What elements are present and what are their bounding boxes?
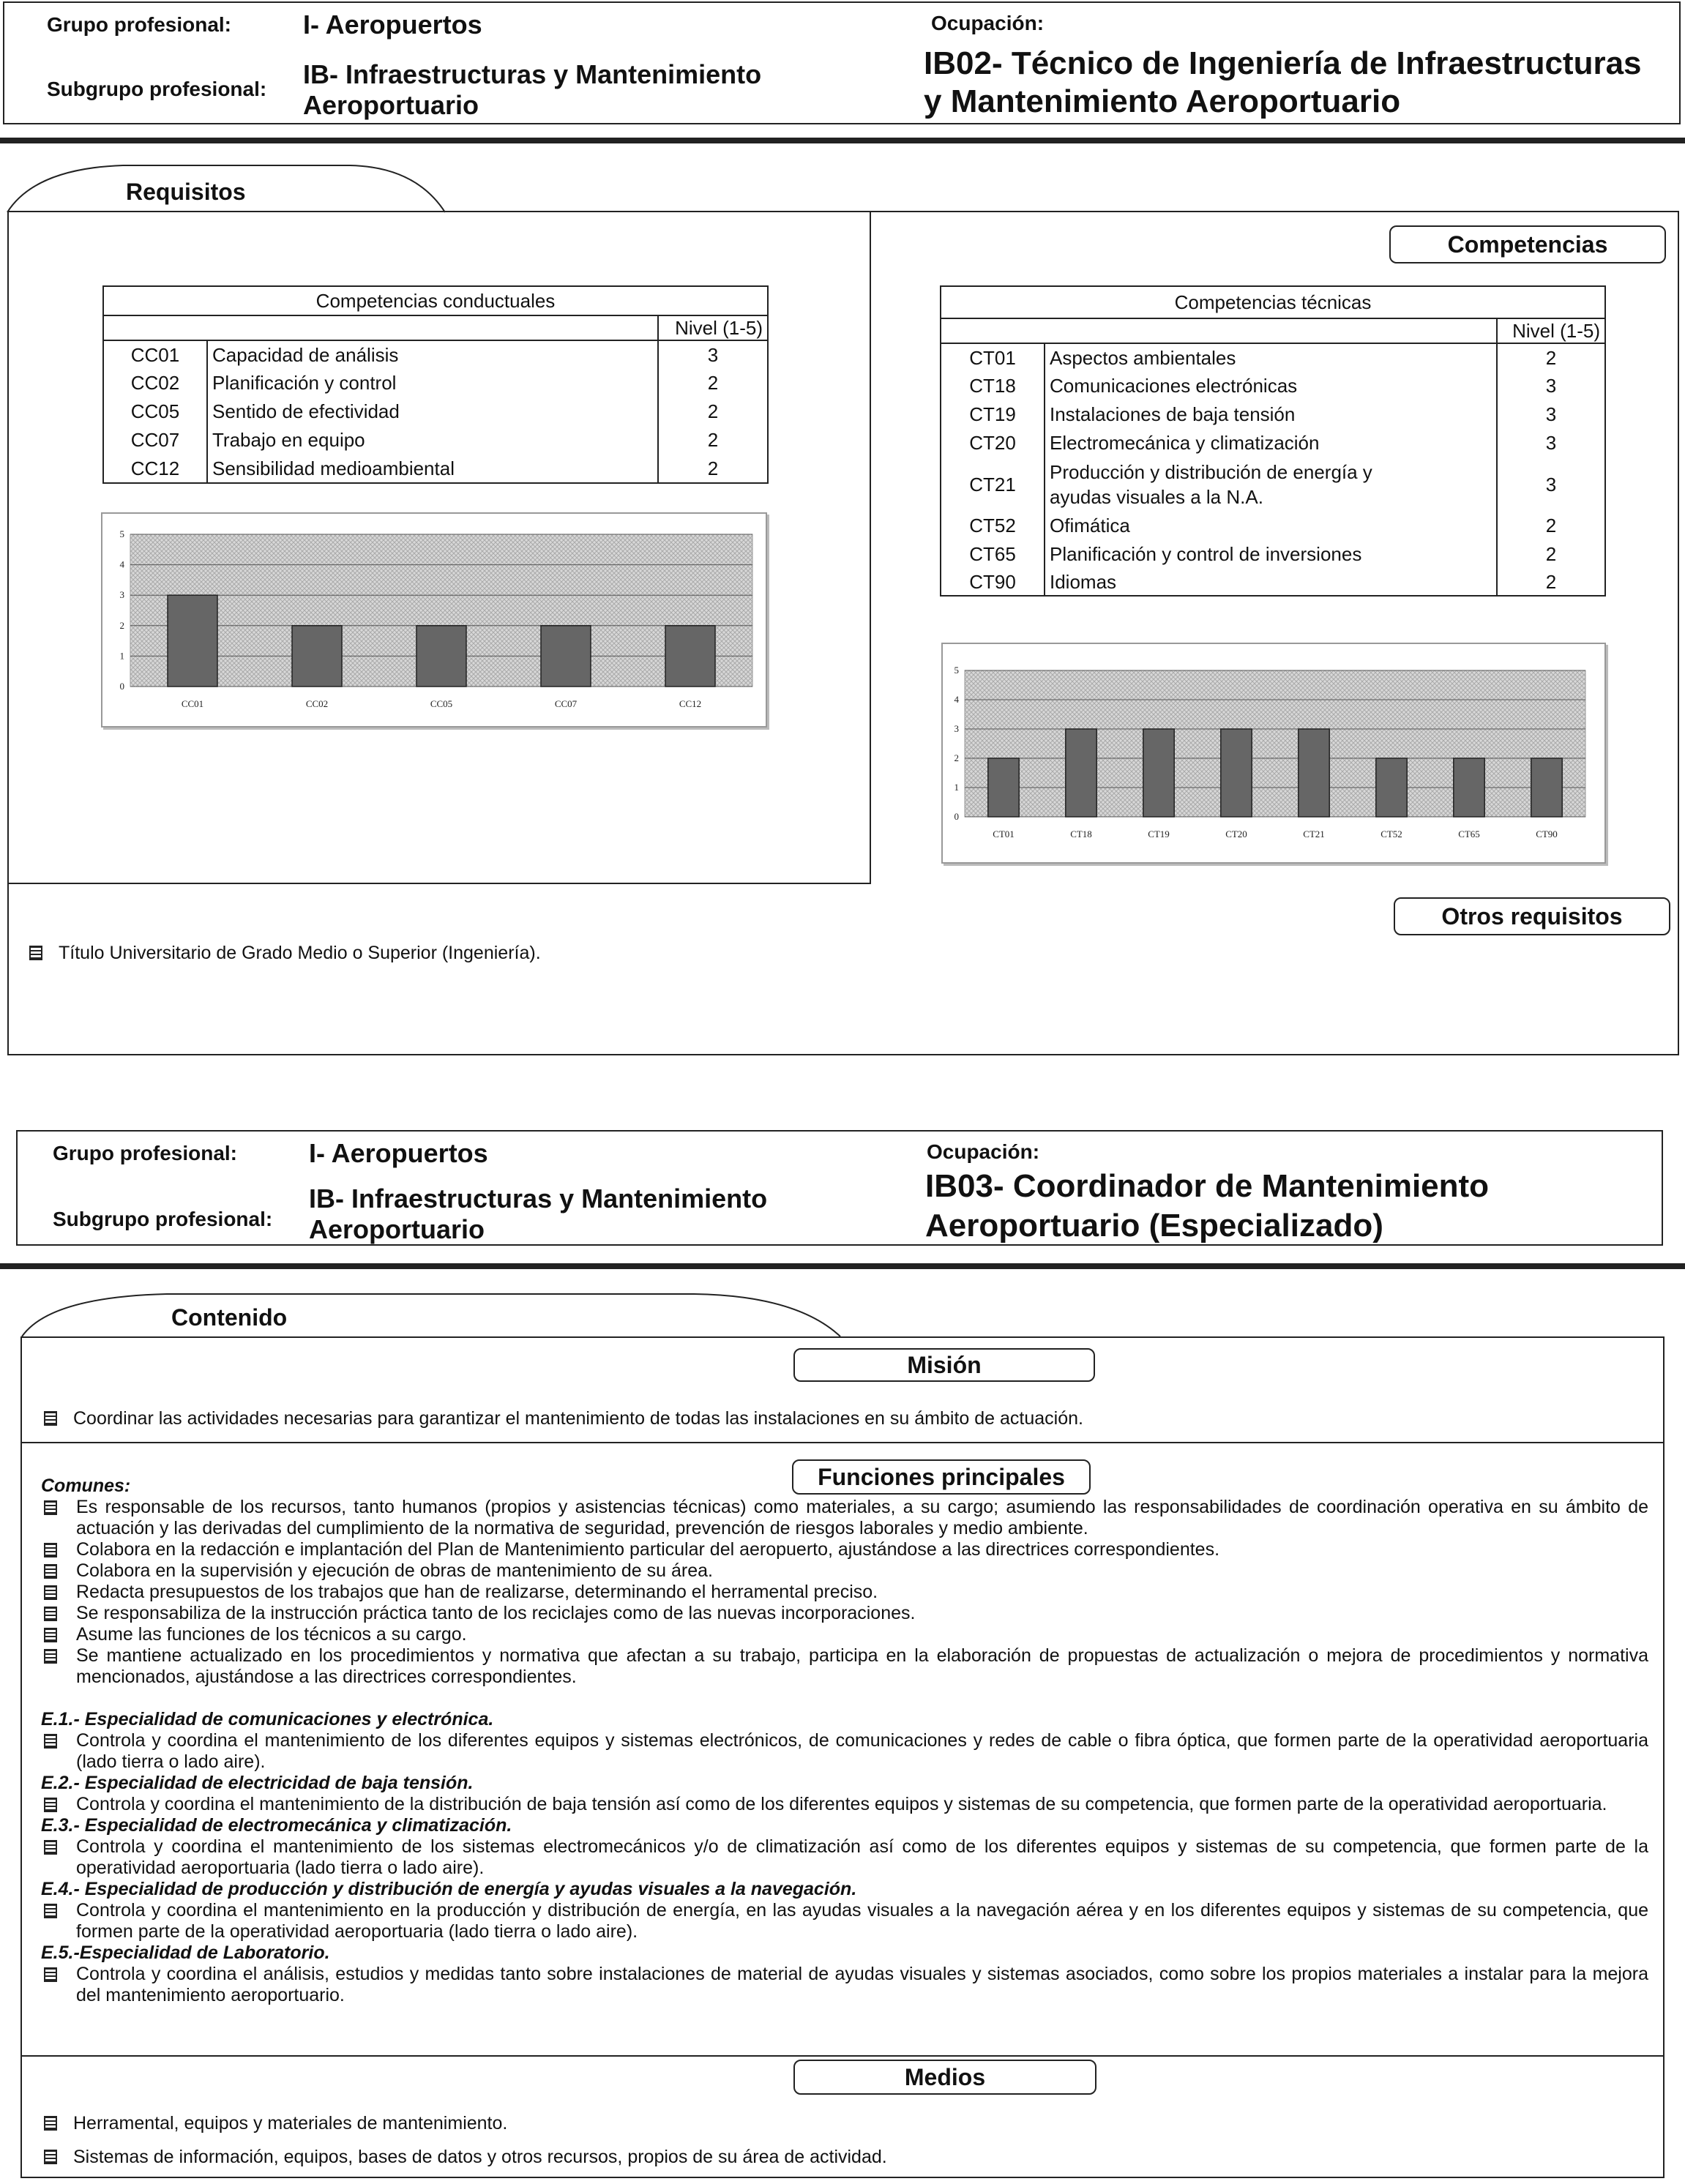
row-level: 2: [1497, 569, 1605, 596]
table-row: [941, 429, 1605, 457]
row-name-line-2: ayudas visuales a la N.A.: [1050, 486, 1263, 508]
divider-rule: [0, 138, 1685, 143]
y-tick-label: 2: [119, 619, 124, 631]
especialidad-title: E.3.- Especialidad de electromecánica y climatización.: [41, 1815, 512, 1836]
table-row: [103, 369, 768, 397]
list-item-text: Colabora en la redacción e implantación del Plan de Mantenimiento particular del aeropuerto, ajustándose a las directrices correspondientes.: [76, 1539, 1220, 1560]
x-tick-label: CT21: [1303, 829, 1325, 839]
subgrupo-value-1: IB- Infraestructuras y Mantenimiento: [303, 59, 762, 89]
table-row: [941, 569, 1605, 596]
bullet-icon: [44, 1904, 57, 1918]
list-item-text: Controla y coordina el mantenimiento de la distribución de baja tensión así como de los diferentes equipos y sistemas de su competencia, que formen parte de la operatividad aeroportuaria.: [76, 1794, 1607, 1814]
bar: [292, 626, 342, 687]
bar: [168, 595, 217, 687]
tecnicas-nivel-spacer: [941, 318, 1497, 343]
list-item-text: Asume las funciones de los técnicos a su cargo.: [76, 1624, 467, 1645]
list-item: [41, 1900, 1648, 1942]
mision-tag: Misión: [793, 1348, 1095, 1382]
y-tick-label: 4: [119, 558, 124, 570]
row-code: CC07: [103, 426, 207, 455]
table-row: [103, 455, 768, 483]
row-code: CT52: [941, 512, 1045, 540]
table-row: [103, 340, 768, 369]
row-name: Instalaciones de baja tensión: [1045, 400, 1497, 429]
bar: [1454, 758, 1484, 817]
especialidad-title: E.1.- Especialidad de comunicaciones y electrónica.: [41, 1709, 494, 1729]
x-tick-label: CT01: [993, 829, 1015, 839]
table-row: [103, 426, 768, 455]
requisitos-vertical-divider: [870, 211, 871, 884]
grupo-value: I- Aeropuertos: [303, 10, 482, 40]
x-tick-label: CT20: [1225, 829, 1247, 839]
subgrupo-label: Subgrupo profesional:: [47, 78, 267, 100]
table-row: [941, 343, 1605, 372]
x-tick-label: CC01: [181, 698, 204, 709]
x-tick-label: CT90: [1536, 829, 1558, 839]
list-item-text: Colabora en la supervisión y ejecución de obras de mantenimiento de su área.: [76, 1560, 713, 1581]
y-tick-label: 0: [119, 681, 124, 692]
list-item: [41, 1539, 1648, 1560]
mision-text: Coordinar las actividades necesarias para garantizar el mantenimiento de todas las instalaciones en su ámbito de actuación.: [73, 1408, 1083, 1429]
row-level: 2: [1497, 540, 1605, 569]
especialidad-title: E.2.- Especialidad de electricidad de baja tensión.: [41, 1773, 474, 1793]
bullet-icon: [44, 1628, 57, 1642]
medios-divider: [20, 2055, 1665, 2057]
list-item: [44, 2140, 1654, 2174]
subgrupo-value-1: IB- Infraestructuras y Mantenimiento: [309, 1183, 768, 1213]
bullet-icon: [29, 946, 42, 960]
ocupacion-title-1: IB03- Coordinador de Mantenimiento: [925, 1168, 1490, 1204]
bullet-icon: [44, 1411, 57, 1426]
bullet-icon: [44, 2150, 57, 2164]
bullet-icon: [44, 1585, 57, 1600]
row-name: Sensibilidad medioambiental: [207, 455, 658, 483]
y-tick-label: 3: [119, 589, 124, 601]
row-level: 2: [658, 397, 768, 426]
row-level: 2: [658, 369, 768, 397]
bullet-icon: [44, 2116, 57, 2131]
table-row: [941, 540, 1605, 569]
row-name: Idiomas: [1045, 569, 1497, 596]
row-code: CT65: [941, 540, 1045, 569]
contenido-tab-shape: [20, 1291, 848, 1338]
row-code: CC02: [103, 369, 207, 397]
bar: [416, 626, 466, 687]
row-level: 3: [1497, 429, 1605, 457]
row-code: CT90: [941, 569, 1045, 596]
row-code: CT19: [941, 400, 1045, 429]
tecnicas-nivel-header: Nivel (1-5): [1497, 318, 1605, 343]
list-item: [41, 1730, 1648, 1773]
conductuales-nivel-spacer: [103, 315, 658, 340]
conductuales-chart: [101, 512, 767, 728]
x-tick-label: CT18: [1070, 829, 1092, 839]
conductuales-chart-svg: [102, 514, 766, 726]
list-item-text: Se mantiene actualizado en los procedimientos y normativa que afectan a su trabajo, participa en la elaboración de propuestas de actualización o mejora de procedimientos y normativa mencionados, ajustándose a las directrices correspondientes.: [76, 1645, 1648, 1687]
medios-tag: Medios: [793, 2060, 1096, 2095]
list-item-text: Controla y coordina el mantenimiento de los diferentes equipos y sistemas electrónicos, de comunicaciones y redes de cable o fibra óptica, que formen parte de la operatividad aeroportuaria (lado tierra o lado aire).: [76, 1730, 1648, 1772]
grupo-label: Grupo profesional:: [47, 13, 231, 36]
list-item: [41, 1560, 1648, 1582]
row-level: 3: [1497, 400, 1605, 429]
medios-body: [44, 2106, 1654, 2174]
competencias-tag: Competencias: [1389, 225, 1666, 263]
row-code: CT01: [941, 343, 1045, 372]
x-tick-label: CC02: [305, 698, 329, 709]
ocupacion-label: Ocupación:: [927, 1140, 1040, 1163]
y-tick-label: 1: [119, 650, 124, 662]
bullet-icon: [44, 1967, 57, 1982]
mision-divider: [20, 1442, 1665, 1443]
list-item-text: Controla y coordina el mantenimiento en la producción y distribución de energía, en las ayudas visuales a la navegación aérea y en los diferentes equipos y sistemas de su competencia, que formen parte de la operatividad aeroportuaria (lado tierra o lado aire).: [76, 1900, 1648, 1942]
bullet-icon: [44, 1734, 57, 1749]
row-code: CC01: [103, 340, 207, 369]
row-code: CT21: [941, 457, 1045, 512]
row-name: Aspectos ambientales: [1045, 343, 1497, 372]
row-level: 3: [658, 340, 768, 369]
row-name-line-1: Producción y distribución de energía y: [1050, 461, 1372, 483]
row-name: Trabajo en equipo: [207, 426, 658, 455]
bar: [1221, 729, 1252, 817]
row-name: Planificación y control de inversiones: [1045, 540, 1497, 569]
y-tick-label: 5: [119, 528, 124, 539]
table-row: [941, 400, 1605, 429]
subgrupo-label: Subgrupo profesional:: [53, 1208, 273, 1230]
divider-rule: [0, 1263, 1685, 1269]
conductuales-nivel-header: Nivel (1-5): [658, 315, 768, 340]
bullet-icon: [44, 1798, 57, 1812]
list-item: [41, 1645, 1648, 1688]
row-name: Electromecánica y climatización: [1045, 429, 1497, 457]
y-tick-label: 0: [954, 811, 959, 822]
table-row: [941, 512, 1605, 540]
otros-requisitos-tag: Otros requisitos: [1394, 897, 1670, 935]
bullet-icon: [44, 1840, 57, 1855]
tecnicas-chart: [941, 643, 1606, 864]
especialidad-title: E.4.- Especialidad de producción y distribución de energía y ayudas visuales a la navegación.: [41, 1879, 857, 1899]
comunes-label: Comunes:: [41, 1476, 131, 1496]
row-name: Planificación y control: [207, 369, 658, 397]
bar: [1531, 758, 1562, 817]
row-level: 2: [658, 455, 768, 483]
conductuales-title: Competencias conductuales: [103, 286, 768, 315]
bar: [665, 626, 715, 687]
list-item-text: Sistemas de información, equipos, bases de datos y otros recursos, propios de su área de actividad.: [73, 2147, 887, 2167]
requisitos-tab-title: Requisitos: [126, 179, 246, 205]
y-tick-label: 3: [954, 723, 959, 734]
list-item-text: Se responsabiliza de la instrucción práctica tanto de los reciclajes como de las nuevas incorporaciones.: [76, 1603, 916, 1623]
list-item: [41, 1964, 1648, 2006]
list-item-text: Herramental, equipos y materiales de mantenimiento.: [73, 2113, 508, 2133]
row-name: Ofimática: [1045, 512, 1497, 540]
grupo-label: Grupo profesional:: [53, 1142, 237, 1164]
grupo-value: I- Aeropuertos: [309, 1138, 488, 1168]
otros-requisitos-item: [29, 943, 1054, 964]
competencias-tecnicas-table: [940, 285, 1606, 597]
table-row: [941, 457, 1605, 512]
ocupacion-title-2: Aeroportuario (Especializado): [925, 1208, 1383, 1244]
row-name: Comunicaciones electrónicas: [1045, 372, 1497, 400]
row-code: CT20: [941, 429, 1045, 457]
list-item: [41, 1497, 1648, 1539]
funciones-tag: Funciones principales: [792, 1459, 1091, 1495]
bar: [988, 758, 1019, 817]
especialidad-title: E.5.-Especialidad de Laboratorio.: [41, 1942, 330, 1963]
table-row: [941, 372, 1605, 400]
otros-requisitos-text: Título Universitario de Grado Medio o Superior (Ingeniería).: [59, 943, 541, 963]
x-tick-label: CT65: [1458, 829, 1480, 839]
bar: [1299, 729, 1329, 817]
row-level: 2: [1497, 512, 1605, 540]
tecnicas-chart-svg: [943, 644, 1604, 862]
funciones-body: [41, 1476, 1648, 2006]
requisitos-horizontal-divider: [7, 883, 871, 884]
x-tick-label: CT19: [1148, 829, 1170, 839]
y-tick-label: 1: [954, 782, 959, 793]
list-item-text: Controla y coordina el mantenimiento de los sistemas electromecánicos y/o de climatización así como de los diferentes equipos y sistemas de su competencia, que formen parte de la operatividad aeroportuaria (lado tierra o lado aire).: [76, 1836, 1648, 1878]
ocupacion-title-1: IB02- Técnico de Ingeniería de Infraestructuras: [924, 45, 1642, 81]
x-tick-label: CC05: [430, 698, 453, 709]
y-tick-label: 5: [954, 665, 959, 676]
row-level: 3: [1497, 457, 1605, 512]
x-tick-label: CC12: [679, 698, 702, 709]
list-item-text: Redacta presupuestos de los trabajos que han de realizarse, determinando el herramental preciso.: [76, 1582, 878, 1602]
y-tick-label: 4: [954, 694, 959, 705]
x-tick-label: CC07: [554, 698, 578, 709]
bullet-icon: [44, 1543, 57, 1557]
list-item-text: Es responsable de los recursos, tanto humanos (propios y asistencias técnicas) como materiales, a su cargo; asumiendo las responsabilidades de coordinación operativa en su ámbito de actuación y las derivadas del cumplimiento de la normativa de seguridad, prevención de riesgos laborales y medio ambiente.: [76, 1497, 1648, 1538]
bar: [1376, 758, 1407, 817]
bar: [541, 626, 591, 687]
row-code: CC05: [103, 397, 207, 426]
bullet-icon: [44, 1649, 57, 1664]
y-tick-label: 2: [954, 752, 959, 763]
ocupacion-title-2: y Mantenimiento Aeroportuario: [924, 83, 1401, 119]
row-code: CC12: [103, 455, 207, 483]
competencias-conductuales-table: [102, 285, 769, 484]
row-level: 2: [1497, 343, 1605, 372]
row-name: Sentido de efectividad: [207, 397, 658, 426]
bar: [1066, 729, 1096, 817]
ocupacion-label: Ocupación:: [931, 12, 1045, 34]
row-level: 3: [1497, 372, 1605, 400]
list-item-text: Controla y coordina el análisis, estudios y medidas tanto sobre instalaciones de material de ayudas visuales y sistemas asociados, como sobre los propios materiales a instalar para la mejora del mantenimiento aeroportuario.: [76, 1964, 1648, 2005]
contenido-tab-title: Contenido: [171, 1304, 288, 1331]
bullet-icon: [44, 1564, 57, 1579]
x-tick-label: CT52: [1380, 829, 1402, 839]
mision-item: [44, 1408, 1654, 1429]
row-code: CT18: [941, 372, 1045, 400]
tecnicas-title: Competencias técnicas: [941, 286, 1605, 318]
plot-area: [965, 670, 1585, 817]
list-item: [41, 1836, 1648, 1879]
subgrupo-value-2: Aeroportuario: [303, 90, 479, 120]
bullet-icon: [44, 1607, 57, 1621]
table-row: [103, 397, 768, 426]
list-item: [41, 1794, 1648, 1815]
row-name: [1045, 457, 1497, 512]
list-item: [41, 1582, 1648, 1603]
list-item: [44, 2106, 1654, 2140]
bar: [1143, 729, 1174, 817]
list-item: [41, 1624, 1648, 1645]
row-level: 2: [658, 426, 768, 455]
bullet-icon: [44, 1500, 57, 1515]
subgrupo-value-2: Aeroportuario: [309, 1214, 485, 1244]
list-item: [41, 1603, 1648, 1624]
row-name: Capacidad de análisis: [207, 340, 658, 369]
